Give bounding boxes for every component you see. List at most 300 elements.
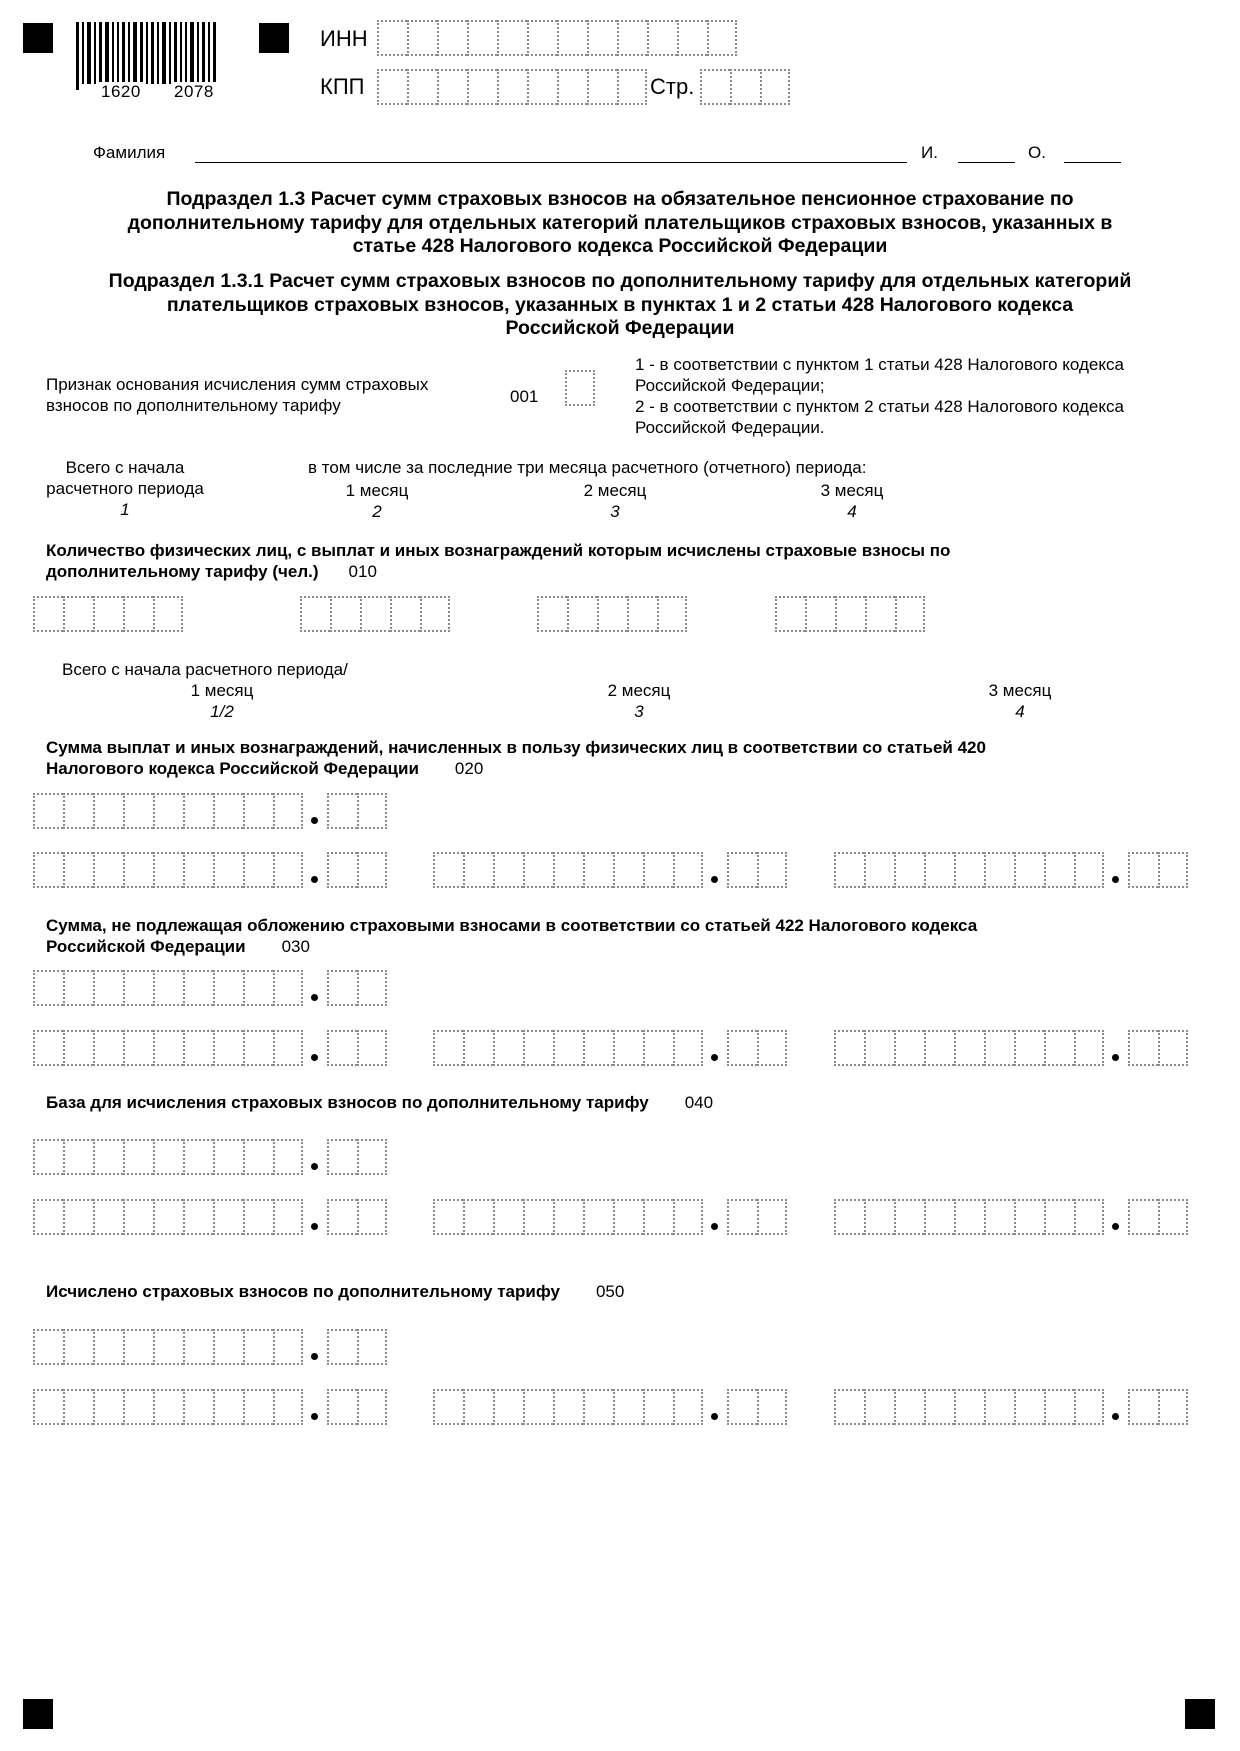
digit-cell[interactable] <box>924 1030 954 1066</box>
patronymic-initial-field[interactable] <box>1064 162 1121 163</box>
digit-cell[interactable] <box>613 1030 643 1066</box>
digit-cell[interactable] <box>954 1199 984 1235</box>
digit-cell[interactable] <box>33 970 63 1006</box>
digit-cell[interactable] <box>63 1329 93 1365</box>
digit-cell[interactable] <box>327 1389 357 1425</box>
barcode-bar <box>133 22 137 84</box>
basis-option-line: Российской Федерации; <box>635 376 825 395</box>
digit-cell[interactable] <box>273 1199 303 1235</box>
barcode-bar <box>112 22 114 84</box>
digit-cell[interactable] <box>153 793 183 829</box>
digit-cell[interactable] <box>835 596 865 632</box>
digit-cell[interactable] <box>433 1199 463 1235</box>
line-050-month3-decimal-field[interactable] <box>1128 1389 1188 1425</box>
inn-field[interactable] <box>377 20 737 56</box>
line-050-month1-integer-field[interactable] <box>33 1389 303 1425</box>
digit-cell[interactable] <box>93 1389 123 1425</box>
digit-cell[interactable] <box>123 1139 153 1175</box>
digit-cell[interactable] <box>924 852 954 888</box>
col-last3-heading: в том числе за последние три месяца расчетного (отчетного) периода: <box>308 458 867 477</box>
digit-cell[interactable] <box>463 852 493 888</box>
digit-cell[interactable] <box>213 970 243 1006</box>
digit-cell[interactable] <box>583 1389 613 1425</box>
digit-cell[interactable] <box>93 1030 123 1066</box>
line-050-total-decimal-field[interactable] <box>327 1329 387 1365</box>
digit-cell[interactable] <box>243 970 273 1006</box>
digit-cell[interactable] <box>243 1030 273 1066</box>
digit-cell[interactable] <box>63 852 93 888</box>
digit-cell[interactable] <box>463 1389 493 1425</box>
basis-label <box>46 374 428 416</box>
digit-cell[interactable] <box>583 1030 613 1066</box>
digit-cell[interactable] <box>327 793 357 829</box>
digit-cell[interactable] <box>727 1199 757 1235</box>
digit-cell[interactable] <box>153 1139 183 1175</box>
digit-cell[interactable] <box>213 793 243 829</box>
digit-cell[interactable] <box>213 1389 243 1425</box>
title-line: дополнительному тарифу для отдельных категорий плательщиков страховых взносов, указанных в <box>127 211 1113 234</box>
line-030-total-integer-field[interactable] <box>33 970 303 1006</box>
line-030-month1-decimal-field[interactable] <box>327 1030 387 1066</box>
digit-cell[interactable] <box>1014 1199 1044 1235</box>
col-header-line: расчетного периода <box>46 479 204 498</box>
digit-cell[interactable] <box>63 1199 93 1235</box>
line-label: дополнительному тарифу (чел.) <box>46 562 319 581</box>
line-030-month1-integer-field[interactable] <box>33 1030 303 1066</box>
digit-cell[interactable] <box>895 596 925 632</box>
digit-cell[interactable] <box>1044 1199 1074 1235</box>
line-040-month2-decimal-field[interactable] <box>727 1199 787 1235</box>
digit-cell[interactable] <box>613 1199 643 1235</box>
digit-cell[interactable] <box>627 596 657 632</box>
basis-options <box>635 354 1124 438</box>
digit-cell[interactable] <box>527 69 557 105</box>
digit-cell[interactable] <box>390 596 420 632</box>
digit-cell[interactable] <box>213 852 243 888</box>
digit-cell[interactable] <box>93 1329 123 1365</box>
barcode-bar <box>190 22 194 84</box>
digit-cell[interactable] <box>984 1199 1014 1235</box>
digit-cell[interactable] <box>123 793 153 829</box>
digit-cell[interactable] <box>1014 1030 1044 1066</box>
digit-cell[interactable] <box>553 1030 583 1066</box>
digit-cell[interactable] <box>1074 1030 1104 1066</box>
line-040-month1-decimal-field[interactable] <box>327 1199 387 1235</box>
decimal-point <box>1112 1054 1119 1061</box>
digit-cell[interactable] <box>463 1030 493 1066</box>
digit-cell[interactable] <box>407 20 437 56</box>
digit-cell[interactable] <box>677 20 707 56</box>
line-030-label <box>46 915 977 957</box>
digit-cell[interactable] <box>1128 1199 1158 1235</box>
digit-cell[interactable] <box>327 1329 357 1365</box>
digit-cell[interactable] <box>213 1199 243 1235</box>
digit-cell[interactable] <box>357 793 387 829</box>
line-010-month2-field[interactable] <box>537 596 687 632</box>
digit-cell[interactable] <box>984 852 1014 888</box>
digit-cell[interactable] <box>984 1389 1014 1425</box>
digit-cell[interactable] <box>673 1389 703 1425</box>
digit-cell[interactable] <box>93 793 123 829</box>
digit-cell[interactable] <box>523 852 553 888</box>
digit-cell[interactable] <box>357 1329 387 1365</box>
digit-cell[interactable] <box>63 793 93 829</box>
digit-cell[interactable] <box>357 1139 387 1175</box>
digit-cell[interactable] <box>834 1389 864 1425</box>
digit-cell[interactable] <box>463 1199 493 1235</box>
digit-cell[interactable] <box>327 1030 357 1066</box>
digit-cell[interactable] <box>1158 1389 1188 1425</box>
digit-cell[interactable] <box>894 852 924 888</box>
digit-cell[interactable] <box>153 1389 183 1425</box>
digit-cell[interactable] <box>357 1199 387 1235</box>
digit-cell[interactable] <box>273 970 303 1006</box>
digit-cell[interactable] <box>617 20 647 56</box>
digit-cell[interactable] <box>497 69 527 105</box>
digit-cell[interactable] <box>924 1199 954 1235</box>
digit-cell[interactable] <box>1074 1389 1104 1425</box>
digit-cell[interactable] <box>327 852 357 888</box>
subsection-1-3-title <box>60 188 1180 259</box>
line-020-month1-integer-field[interactable] <box>33 852 303 888</box>
digit-cell[interactable] <box>467 20 497 56</box>
digit-cell[interactable] <box>33 596 63 632</box>
digit-cell[interactable] <box>553 1199 583 1235</box>
col-header-line: 3 месяц <box>988 681 1052 700</box>
digit-cell[interactable] <box>93 970 123 1006</box>
digit-cell[interactable] <box>894 1030 924 1066</box>
digit-cell[interactable] <box>33 793 63 829</box>
digit-cell[interactable] <box>805 596 835 632</box>
digit-cell[interactable] <box>553 852 583 888</box>
barcode-bar <box>76 22 79 90</box>
digit-cell[interactable] <box>213 1329 243 1365</box>
digit-cell[interactable] <box>243 1389 273 1425</box>
digit-cell[interactable] <box>775 596 805 632</box>
digit-cell[interactable] <box>553 1389 583 1425</box>
barcode-bar <box>213 22 216 90</box>
decimal-point <box>1112 1413 1119 1420</box>
line-code: 010 <box>348 562 377 581</box>
digit-cell[interactable] <box>1158 852 1188 888</box>
line-050-month3-integer-field[interactable] <box>834 1389 1104 1425</box>
digit-cell[interactable] <box>183 970 213 1006</box>
digit-cell[interactable] <box>924 1389 954 1425</box>
digit-cell[interactable] <box>497 20 527 56</box>
digit-cell[interactable] <box>273 1329 303 1365</box>
digit-cell[interactable] <box>433 1030 463 1066</box>
digit-cell[interactable] <box>33 852 63 888</box>
digit-cell[interactable] <box>1044 1030 1074 1066</box>
digit-cell[interactable] <box>727 852 757 888</box>
col-number: 3 <box>634 702 644 721</box>
digit-cell[interactable] <box>63 1139 93 1175</box>
line-020-month2-decimal-field[interactable] <box>727 852 787 888</box>
digit-cell[interactable] <box>273 1139 303 1175</box>
digit-cell[interactable] <box>63 1030 93 1066</box>
digit-cell[interactable] <box>757 852 787 888</box>
digit-cell[interactable] <box>493 852 523 888</box>
digit-cell[interactable] <box>493 1030 523 1066</box>
digit-cell[interactable] <box>757 1030 787 1066</box>
digit-cell[interactable] <box>954 852 984 888</box>
digit-cell[interactable] <box>894 1199 924 1235</box>
digit-cell[interactable] <box>523 1030 553 1066</box>
digit-cell[interactable] <box>357 1389 387 1425</box>
kpp-field[interactable] <box>377 69 647 105</box>
line-030-month2-decimal-field[interactable] <box>727 1030 787 1066</box>
line-030-total-decimal-field[interactable] <box>327 970 387 1006</box>
line-020-month3-integer-field[interactable] <box>834 852 1104 888</box>
digit-cell[interactable] <box>864 1199 894 1235</box>
digit-cell[interactable] <box>273 1389 303 1425</box>
digit-cell[interactable] <box>954 1389 984 1425</box>
digit-cell[interactable] <box>643 852 673 888</box>
digit-cell[interactable] <box>583 1199 613 1235</box>
line-050-month1-decimal-field[interactable] <box>327 1389 387 1425</box>
digit-cell[interactable] <box>357 970 387 1006</box>
digit-cell[interactable] <box>33 1199 63 1235</box>
digit-cell[interactable] <box>153 852 183 888</box>
line-020-month2-integer-field[interactable] <box>433 852 703 888</box>
digit-cell[interactable] <box>527 20 557 56</box>
digit-cell[interactable] <box>183 793 213 829</box>
digit-cell[interactable] <box>834 852 864 888</box>
digit-cell[interactable] <box>243 1139 273 1175</box>
line-020-total-integer-field[interactable] <box>33 793 303 829</box>
line-040-month3-integer-field[interactable] <box>834 1199 1104 1235</box>
line-040-month2-integer-field[interactable] <box>433 1199 703 1235</box>
page-number-field[interactable] <box>700 69 790 105</box>
digit-cell[interactable] <box>377 20 407 56</box>
digit-cell[interactable] <box>33 1030 63 1066</box>
digit-cell[interactable] <box>587 69 617 105</box>
digit-cell[interactable] <box>617 69 647 105</box>
digit-cell[interactable] <box>537 596 567 632</box>
barcode-bar <box>208 22 210 84</box>
line-020-month1-decimal-field[interactable] <box>327 852 387 888</box>
digit-cell[interactable] <box>1158 1199 1188 1235</box>
digit-cell[interactable] <box>273 793 303 829</box>
digit-cell[interactable] <box>1044 852 1074 888</box>
digit-cell[interactable] <box>865 596 895 632</box>
corner-marker-top-left <box>23 23 53 53</box>
digit-cell[interactable] <box>183 1030 213 1066</box>
digit-cell[interactable] <box>523 1199 553 1235</box>
line-050-total-integer-field[interactable] <box>33 1329 303 1365</box>
digit-cell[interactable] <box>123 596 153 632</box>
col-month3-header <box>802 480 902 522</box>
digit-cell[interactable] <box>864 1030 894 1066</box>
line-010-month1-field[interactable] <box>300 596 450 632</box>
line-040-total-integer-field[interactable] <box>33 1139 303 1175</box>
digit-cell[interactable] <box>123 1389 153 1425</box>
digit-cell[interactable] <box>673 1030 703 1066</box>
digit-cell[interactable] <box>565 370 595 406</box>
digit-cell[interactable] <box>707 20 737 56</box>
digit-cell[interactable] <box>360 596 390 632</box>
digit-cell[interactable] <box>123 1329 153 1365</box>
digit-cell[interactable] <box>864 852 894 888</box>
digit-cell[interactable] <box>523 1389 553 1425</box>
digit-cell[interactable] <box>93 596 123 632</box>
digit-cell[interactable] <box>1128 1030 1158 1066</box>
digit-cell[interactable] <box>93 1199 123 1235</box>
digit-cell[interactable] <box>437 69 467 105</box>
digit-cell[interactable] <box>493 1389 523 1425</box>
line-020-total-decimal-field[interactable] <box>327 793 387 829</box>
digit-cell[interactable] <box>123 852 153 888</box>
line-040-month3-decimal-field[interactable] <box>1128 1199 1188 1235</box>
line-030-month2-integer-field[interactable] <box>433 1030 703 1066</box>
digit-cell[interactable] <box>583 852 613 888</box>
line-050-month2-integer-field[interactable] <box>433 1389 703 1425</box>
digit-cell[interactable] <box>123 970 153 1006</box>
digit-cell[interactable] <box>63 1389 93 1425</box>
line-030-month3-decimal-field[interactable] <box>1128 1030 1188 1066</box>
digit-cell[interactable] <box>727 1030 757 1066</box>
digit-cell[interactable] <box>643 1030 673 1066</box>
line-040-month1-integer-field[interactable] <box>33 1199 303 1235</box>
digit-cell[interactable] <box>587 20 617 56</box>
digit-cell[interactable] <box>433 852 463 888</box>
digit-cell[interactable] <box>243 1329 273 1365</box>
line-030-month3-integer-field[interactable] <box>834 1030 1104 1066</box>
digit-cell[interactable] <box>213 1030 243 1066</box>
digit-cell[interactable] <box>643 1389 673 1425</box>
digit-cell[interactable] <box>183 1199 213 1235</box>
digit-cell[interactable] <box>243 793 273 829</box>
digit-cell[interactable] <box>894 1389 924 1425</box>
digit-cell[interactable] <box>377 69 407 105</box>
barcode-bar <box>122 22 125 84</box>
digit-cell[interactable] <box>300 596 330 632</box>
decimal-point <box>1112 1223 1119 1230</box>
digit-cell[interactable] <box>407 69 437 105</box>
digit-cell[interactable] <box>327 1199 357 1235</box>
digit-cell[interactable] <box>643 1199 673 1235</box>
digit-cell[interactable] <box>93 852 123 888</box>
barcode-bar <box>162 22 166 84</box>
digit-cell[interactable] <box>63 970 93 1006</box>
digit-cell[interactable] <box>33 1389 63 1425</box>
digit-cell[interactable] <box>1128 1389 1158 1425</box>
digit-cell[interactable] <box>613 852 643 888</box>
digit-cell[interactable] <box>493 1199 523 1235</box>
digit-cell[interactable] <box>1074 1199 1104 1235</box>
basis-option-line: 1 - в соответствии с пунктом 1 статьи 428 Налогового кодекса <box>635 355 1124 374</box>
line-040-total-decimal-field[interactable] <box>327 1139 387 1175</box>
digit-cell[interactable] <box>33 1139 63 1175</box>
digit-cell[interactable] <box>757 1199 787 1235</box>
digit-cell[interactable] <box>984 1030 1014 1066</box>
basis-field[interactable] <box>565 370 595 406</box>
digit-cell[interactable] <box>183 1329 213 1365</box>
digit-cell[interactable] <box>437 20 467 56</box>
digit-cell[interactable] <box>1014 852 1044 888</box>
digit-cell[interactable] <box>1128 852 1158 888</box>
digit-cell[interactable] <box>153 1030 183 1066</box>
digit-cell[interactable] <box>673 1199 703 1235</box>
digit-cell[interactable] <box>93 1139 123 1175</box>
line-label: База для исчисления страховых взносов по дополнительному тарифу <box>46 1093 649 1112</box>
digit-cell[interactable] <box>1044 1389 1074 1425</box>
digit-cell[interactable] <box>273 852 303 888</box>
digit-cell[interactable] <box>153 1329 183 1365</box>
line-050-month2-decimal-field[interactable] <box>727 1389 787 1425</box>
digit-cell[interactable] <box>1158 1030 1188 1066</box>
name-initial-label: И. <box>921 143 938 162</box>
digit-cell[interactable] <box>760 69 790 105</box>
digit-cell[interactable] <box>647 20 677 56</box>
digit-cell[interactable] <box>123 1030 153 1066</box>
digit-cell[interactable] <box>467 69 497 105</box>
surname-field[interactable] <box>195 162 907 163</box>
digit-cell[interactable] <box>327 1139 357 1175</box>
digit-cell[interactable] <box>123 1199 153 1235</box>
digit-cell[interactable] <box>183 852 213 888</box>
digit-cell[interactable] <box>1014 1389 1044 1425</box>
line-020-month3-decimal-field[interactable] <box>1128 852 1188 888</box>
col-number: 1 <box>120 500 130 519</box>
line-010-month3-field[interactable] <box>775 596 925 632</box>
digit-cell[interactable] <box>700 69 730 105</box>
digit-cell[interactable] <box>183 1389 213 1425</box>
name-initial-field[interactable] <box>958 162 1015 163</box>
digit-cell[interactable] <box>33 1329 63 1365</box>
digit-cell[interactable] <box>954 1030 984 1066</box>
digit-cell[interactable] <box>420 596 450 632</box>
digit-cell[interactable] <box>243 852 273 888</box>
digit-cell[interactable] <box>657 596 687 632</box>
barcode-bar <box>169 22 171 84</box>
digit-cell[interactable] <box>557 20 587 56</box>
digit-cell[interactable] <box>834 1199 864 1235</box>
digit-cell[interactable] <box>153 1199 183 1235</box>
digit-cell[interactable] <box>357 1030 387 1066</box>
digit-cell[interactable] <box>864 1389 894 1425</box>
digit-cell[interactable] <box>243 1199 273 1235</box>
line-code: 040 <box>684 1093 714 1112</box>
digit-cell[interactable] <box>1074 852 1104 888</box>
digit-cell[interactable] <box>183 1139 213 1175</box>
digit-cell[interactable] <box>433 1389 463 1425</box>
digit-cell[interactable] <box>357 852 387 888</box>
digit-cell[interactable] <box>273 1030 303 1066</box>
digit-cell[interactable] <box>567 596 597 632</box>
line-010-total-field[interactable] <box>33 596 183 632</box>
digit-cell[interactable] <box>213 1139 243 1175</box>
decimal-point <box>711 1223 718 1230</box>
digit-cell[interactable] <box>153 596 183 632</box>
digit-cell[interactable] <box>727 1389 757 1425</box>
digit-cell[interactable] <box>330 596 360 632</box>
barcode-bar <box>128 22 130 84</box>
digit-cell[interactable] <box>327 970 357 1006</box>
digit-cell[interactable] <box>730 69 760 105</box>
barcode-bar <box>82 22 84 84</box>
digit-cell[interactable] <box>834 1030 864 1066</box>
decimal-point <box>311 876 318 883</box>
title-line: Подраздел 1.3 Расчет сумм страховых взносов на обязательное пенсионное страхование по <box>166 188 1074 210</box>
digit-cell[interactable] <box>757 1389 787 1425</box>
digit-cell[interactable] <box>673 852 703 888</box>
digit-cell[interactable] <box>63 596 93 632</box>
digit-cell[interactable] <box>597 596 627 632</box>
digit-cell[interactable] <box>613 1389 643 1425</box>
digit-cell[interactable] <box>557 69 587 105</box>
digit-cell[interactable] <box>153 970 183 1006</box>
